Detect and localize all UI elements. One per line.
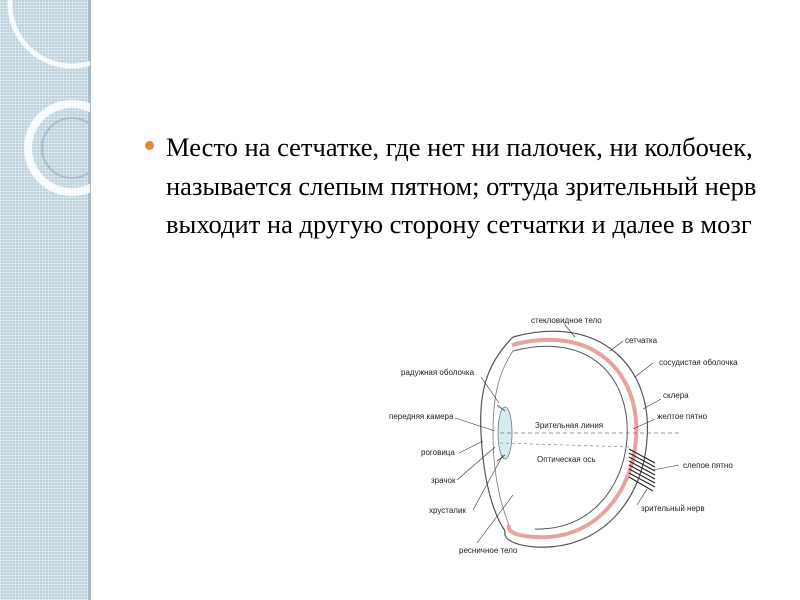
label-pupil: зрачок xyxy=(431,476,456,485)
label-lens: хрусталик xyxy=(429,506,466,515)
label-cornea: роговица xyxy=(421,448,455,457)
label-anterior-chamber: передняя камера xyxy=(389,412,454,421)
choroid-band xyxy=(509,340,637,538)
sclera-outline xyxy=(505,331,648,547)
optical-axis-line xyxy=(500,443,630,447)
label-iris: радужная оболочка xyxy=(401,368,475,377)
bullet-paragraph: Место на сетчатке, где нет ни палочек, ни колбочек, называется слепым пятном; оттуда зрительный нерв выходит на другую сторону сетчатки и далее в мозг xyxy=(166,132,757,239)
label-vitreous: стекловидное тело xyxy=(531,316,602,325)
retina-outline xyxy=(513,346,627,529)
label-blind-spot: слепое пятно xyxy=(683,461,733,470)
label-sclera: склера xyxy=(663,391,689,400)
label-optical-axis: Оптическая ось xyxy=(537,455,596,464)
label-retina: сетчатка xyxy=(625,336,658,345)
label-yellow-spot: желтое пятно xyxy=(657,412,708,421)
decorative-arcs xyxy=(0,0,90,600)
eye-diagram xyxy=(385,305,770,595)
bullet-marker xyxy=(145,141,154,150)
label-ciliary-body: ресничное тело xyxy=(459,546,518,555)
label-visual-line: Зрительная линия xyxy=(535,421,604,430)
label-choroid: сосудистая оболочка xyxy=(659,358,738,367)
label-optic-nerve: зрительный нерв xyxy=(641,504,705,513)
